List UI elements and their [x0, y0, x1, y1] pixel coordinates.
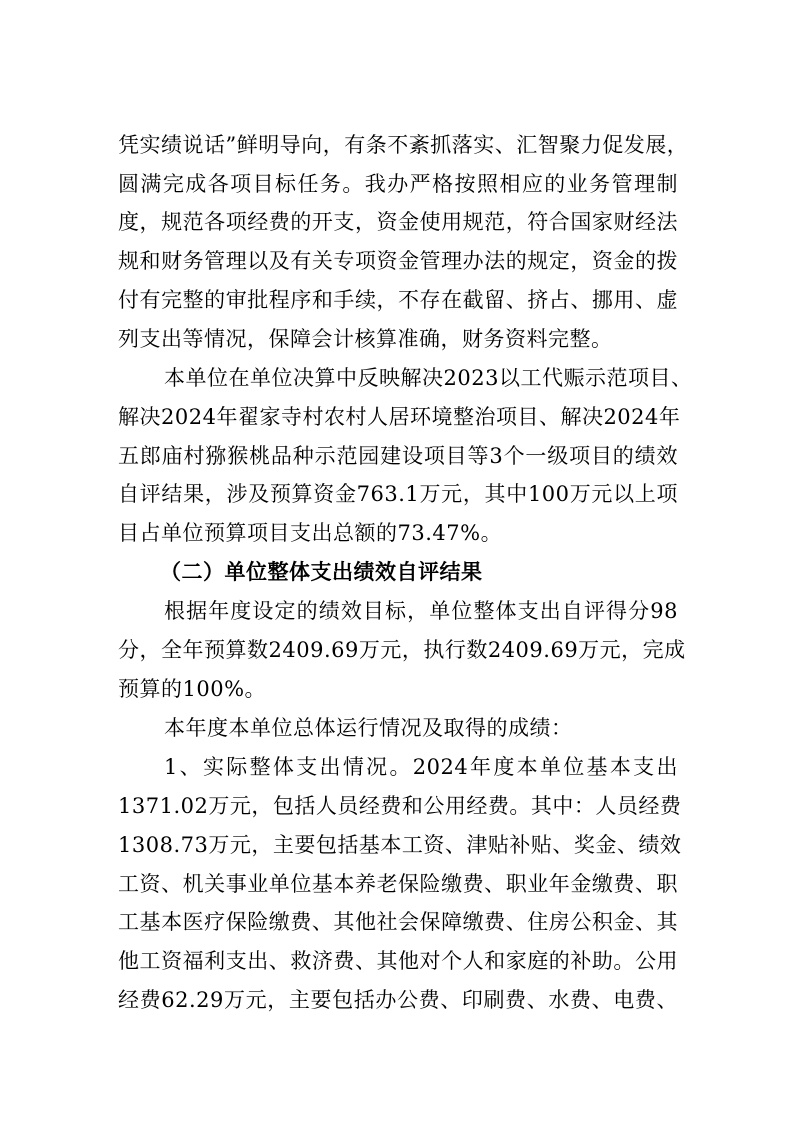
- paragraph-5-line-2: 1371.02万元，包括人员经费和公用经费。其中：人员经费: [118, 794, 682, 818]
- section-heading: （二）单位整体支出绩效自评结果: [160, 559, 483, 584]
- paragraph-5-line-3: 1308.73万元，主要包括基本工资、津贴补贴、奖金、绩效: [118, 833, 682, 857]
- paragraph-5-line-7: 经费62.29万元，主要包括办公费、印刷费、水费、电费、: [118, 988, 678, 1012]
- paragraph-2-line-4: 自评结果，涉及预算资金763.1万元，其中100万元以上项: [118, 482, 678, 506]
- paragraph-2-line-2: 解决2024年翟家寺村农村人居环境整治项目、解决2024年: [118, 405, 681, 429]
- paragraph-5-line-1: 1、实际整体支出情况。2024年度本单位基本支出: [164, 755, 678, 779]
- paragraph-3-line-2: 分，全年预算数2409.69万元，执行数2409.69万元，完成: [118, 638, 686, 662]
- paragraph-1-line-2: 圆满完成各项目标任务。我办严格按照相应的业务管理制: [118, 172, 678, 196]
- paragraph-4-line-1: 本年度本单位总体运行情况及取得的成绩：: [164, 716, 573, 740]
- paragraph-5-line-5: 工基本医疗保险缴费、其他社会保障缴费、住房公积金、其: [118, 910, 678, 934]
- paragraph-1-line-3: 度，规范各项经费的开支，资金使用规范，符合国家财经法: [118, 210, 678, 234]
- paragraph-5-line-4: 工资、机关事业单位基本养老保险缴费、职业年金缴费、职: [118, 872, 678, 896]
- paragraph-2-line-3: 五郎庙村猕猴桃品种示范园建设项目等3个一级项目的绩效: [118, 444, 678, 468]
- paragraph-1-line-4: 规和财务管理以及有关专项资金管理办法的规定，资金的拨: [118, 249, 678, 273]
- paragraph-2-line-1: 本单位在单位决算中反映解决2023以工代赈示范项目、: [164, 366, 693, 390]
- paragraph-1-line-5: 付有完整的审批程序和手续，不存在截留、挤占、挪用、虚: [118, 288, 678, 312]
- paragraph-1-line-6: 列支出等情况，保障会计核算准确，财务资料完整。: [118, 327, 613, 351]
- paragraph-3-line-3: 预算的100%。: [118, 677, 267, 701]
- paragraph-5-line-6: 他工资福利支出、救济费、其他对个人和家庭的补助。公用: [118, 949, 678, 973]
- paragraph-3-line-1: 根据年度设定的绩效目标，单位整体支出自评得分98: [164, 599, 678, 623]
- paragraph-2-line-5: 目占单位预算项目支出总额的73.47%。: [118, 521, 503, 545]
- paragraph-1-line-1: 凭实绩说话”鲜明导向，有条不紊抓落实、汇智聚力促发展，: [118, 133, 689, 157]
